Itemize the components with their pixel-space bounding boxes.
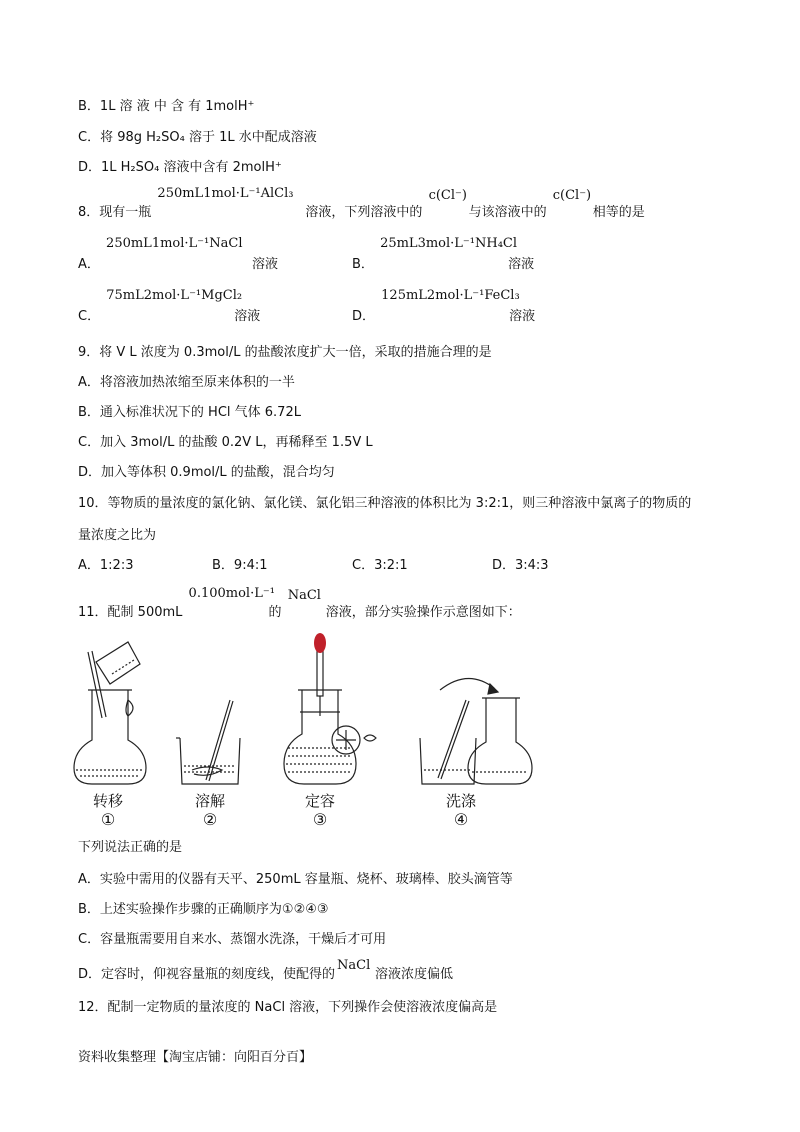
volumetric-flask-icon bbox=[74, 690, 146, 784]
option-label: B． bbox=[352, 257, 374, 272]
q9-option-c: C．加入 3mol/L 的盐酸 0.2V L，再稀释至 1.5V L bbox=[78, 435, 373, 450]
q11-option-a: A．实验中需用的仪器有天平、250mL 容量瓶、烧杯、玻璃棒、胶头滴管等 bbox=[78, 872, 513, 887]
dropper-bulb bbox=[314, 633, 326, 653]
magnifier-icon bbox=[332, 726, 360, 754]
beaker-icon bbox=[176, 738, 240, 784]
q11-mid: 的 bbox=[268, 605, 282, 620]
q11-d-prefix: D．定容时，仰视容量瓶的刻度线，使配得的 bbox=[78, 967, 336, 982]
q10-option-d: D．3:4:3 bbox=[492, 558, 549, 573]
q11-prefix: 11．配制 500mL bbox=[78, 605, 183, 620]
option-d-prev: D．1L H₂SO₄ 溶液中含有 2molH⁺ bbox=[78, 160, 282, 175]
q10-option-c: C．3:2:1 bbox=[352, 558, 408, 573]
q9-option-b: B．通入标准状况下的 HCl 气体 6.72L bbox=[78, 405, 301, 420]
q8-c-formula: 75mL2mol·L⁻¹MgCl₂ bbox=[106, 288, 243, 303]
fig-label-dissolve: 溶解 bbox=[194, 792, 225, 810]
q8-d-formula: 125mL2mol·L⁻¹FeCl₃ bbox=[381, 288, 520, 303]
dropper-icon bbox=[317, 650, 323, 716]
q11-stem: 下列说法正确的是 bbox=[78, 840, 183, 855]
fig-label-transfer: 转移 bbox=[92, 792, 123, 810]
q8-prefix: 8．现有一瓶 bbox=[78, 205, 152, 220]
volumetric-flask-icon bbox=[468, 698, 532, 784]
fig-label-wash: 洗涤 bbox=[445, 792, 476, 810]
q10-option-b: B．9:4:1 bbox=[212, 558, 268, 573]
q8-formula: 250mL1mol·L⁻¹AlCl₃ bbox=[157, 186, 294, 201]
fig-number-1: ① bbox=[100, 810, 116, 829]
eye-icon bbox=[364, 735, 376, 741]
q9-option-d: D．加入等体积 0.9mol/L 的盐酸，混合均匀 bbox=[78, 465, 335, 480]
question-9: 9．将 V L 浓度为 0.3mol/L 的盐酸浓度扩大一倍，采取的措施合理的是 bbox=[78, 345, 492, 360]
q11-option-b: B．上述实验操作步骤的正确顺序为①②④③ bbox=[78, 902, 329, 917]
beaker-icon bbox=[96, 642, 140, 684]
q8-mid1: 溶液，下列溶液中的 bbox=[305, 205, 423, 220]
option-b-prev: B．1L 溶 液 中 含 有 1molH⁺ bbox=[78, 99, 255, 114]
q11-nacl: NaCl bbox=[287, 588, 321, 603]
q11-formula: 0.100mol·L⁻¹ bbox=[188, 586, 275, 601]
option-label: C． bbox=[78, 309, 101, 324]
q9-option-a: A．将溶液加热浓缩至原来体积的一半 bbox=[78, 375, 295, 390]
q8-b-formula: 25mL3mol·L⁻¹NH₄Cl bbox=[380, 236, 518, 251]
fig-number-2: ② bbox=[202, 810, 218, 829]
option-text: 溶液 bbox=[234, 309, 261, 324]
q11-option-c: C．容量瓶需要用自来水、蒸馏水洗涤，干燥后才可用 bbox=[78, 932, 387, 947]
q11-end: 溶液，部分实验操作示意图如下： bbox=[325, 605, 521, 620]
fig-number-4: ④ bbox=[453, 810, 469, 829]
fig-label-volume: 定容 bbox=[304, 792, 335, 810]
q8-ccl-1: c(Cl⁻) bbox=[428, 188, 467, 203]
option-text: 溶液 bbox=[509, 309, 536, 324]
question-12: 12．配制一定物质的量浓度的 NaCl 溶液，下列操作会使溶液浓度偏高是 bbox=[78, 1000, 498, 1015]
q8-end: 相等的是 bbox=[592, 205, 645, 220]
question-10-line1: 10．等物质的量浓度的氯化钠、氯化镁、氯化铝三种溶液的体积比为 3:2:1，则三种溶液中氯离子的物质的 bbox=[78, 496, 692, 511]
option-label: A． bbox=[78, 257, 100, 272]
q11-option-d bbox=[78, 958, 454, 983]
q8-a-formula: 250mL1mol·L⁻¹NaCl bbox=[106, 236, 243, 251]
option-label: D． bbox=[352, 309, 376, 324]
q11-d-end: 溶液浓度偏低 bbox=[375, 967, 454, 982]
glass-rod-icon bbox=[438, 700, 469, 779]
option-text: 溶液 bbox=[508, 257, 535, 272]
page-footer: 资料收集整理【淘宝店铺：向阳百分百】 bbox=[78, 1050, 313, 1065]
fig-number-3: ③ bbox=[312, 810, 328, 829]
question-10-line2: 量浓度之比为 bbox=[78, 528, 157, 543]
q10-option-a: A．1:2:3 bbox=[78, 558, 134, 573]
option-text: 溶液 bbox=[252, 257, 279, 272]
option-c-prev: C．将 98g H₂SO₄ 溶于 1L 水中配成溶液 bbox=[78, 130, 317, 145]
q11-d-nacl: NaCl bbox=[337, 958, 371, 973]
q8-mid2: 与该溶液中的 bbox=[468, 205, 547, 220]
q8-ccl-2: c(Cl⁻) bbox=[552, 188, 592, 203]
